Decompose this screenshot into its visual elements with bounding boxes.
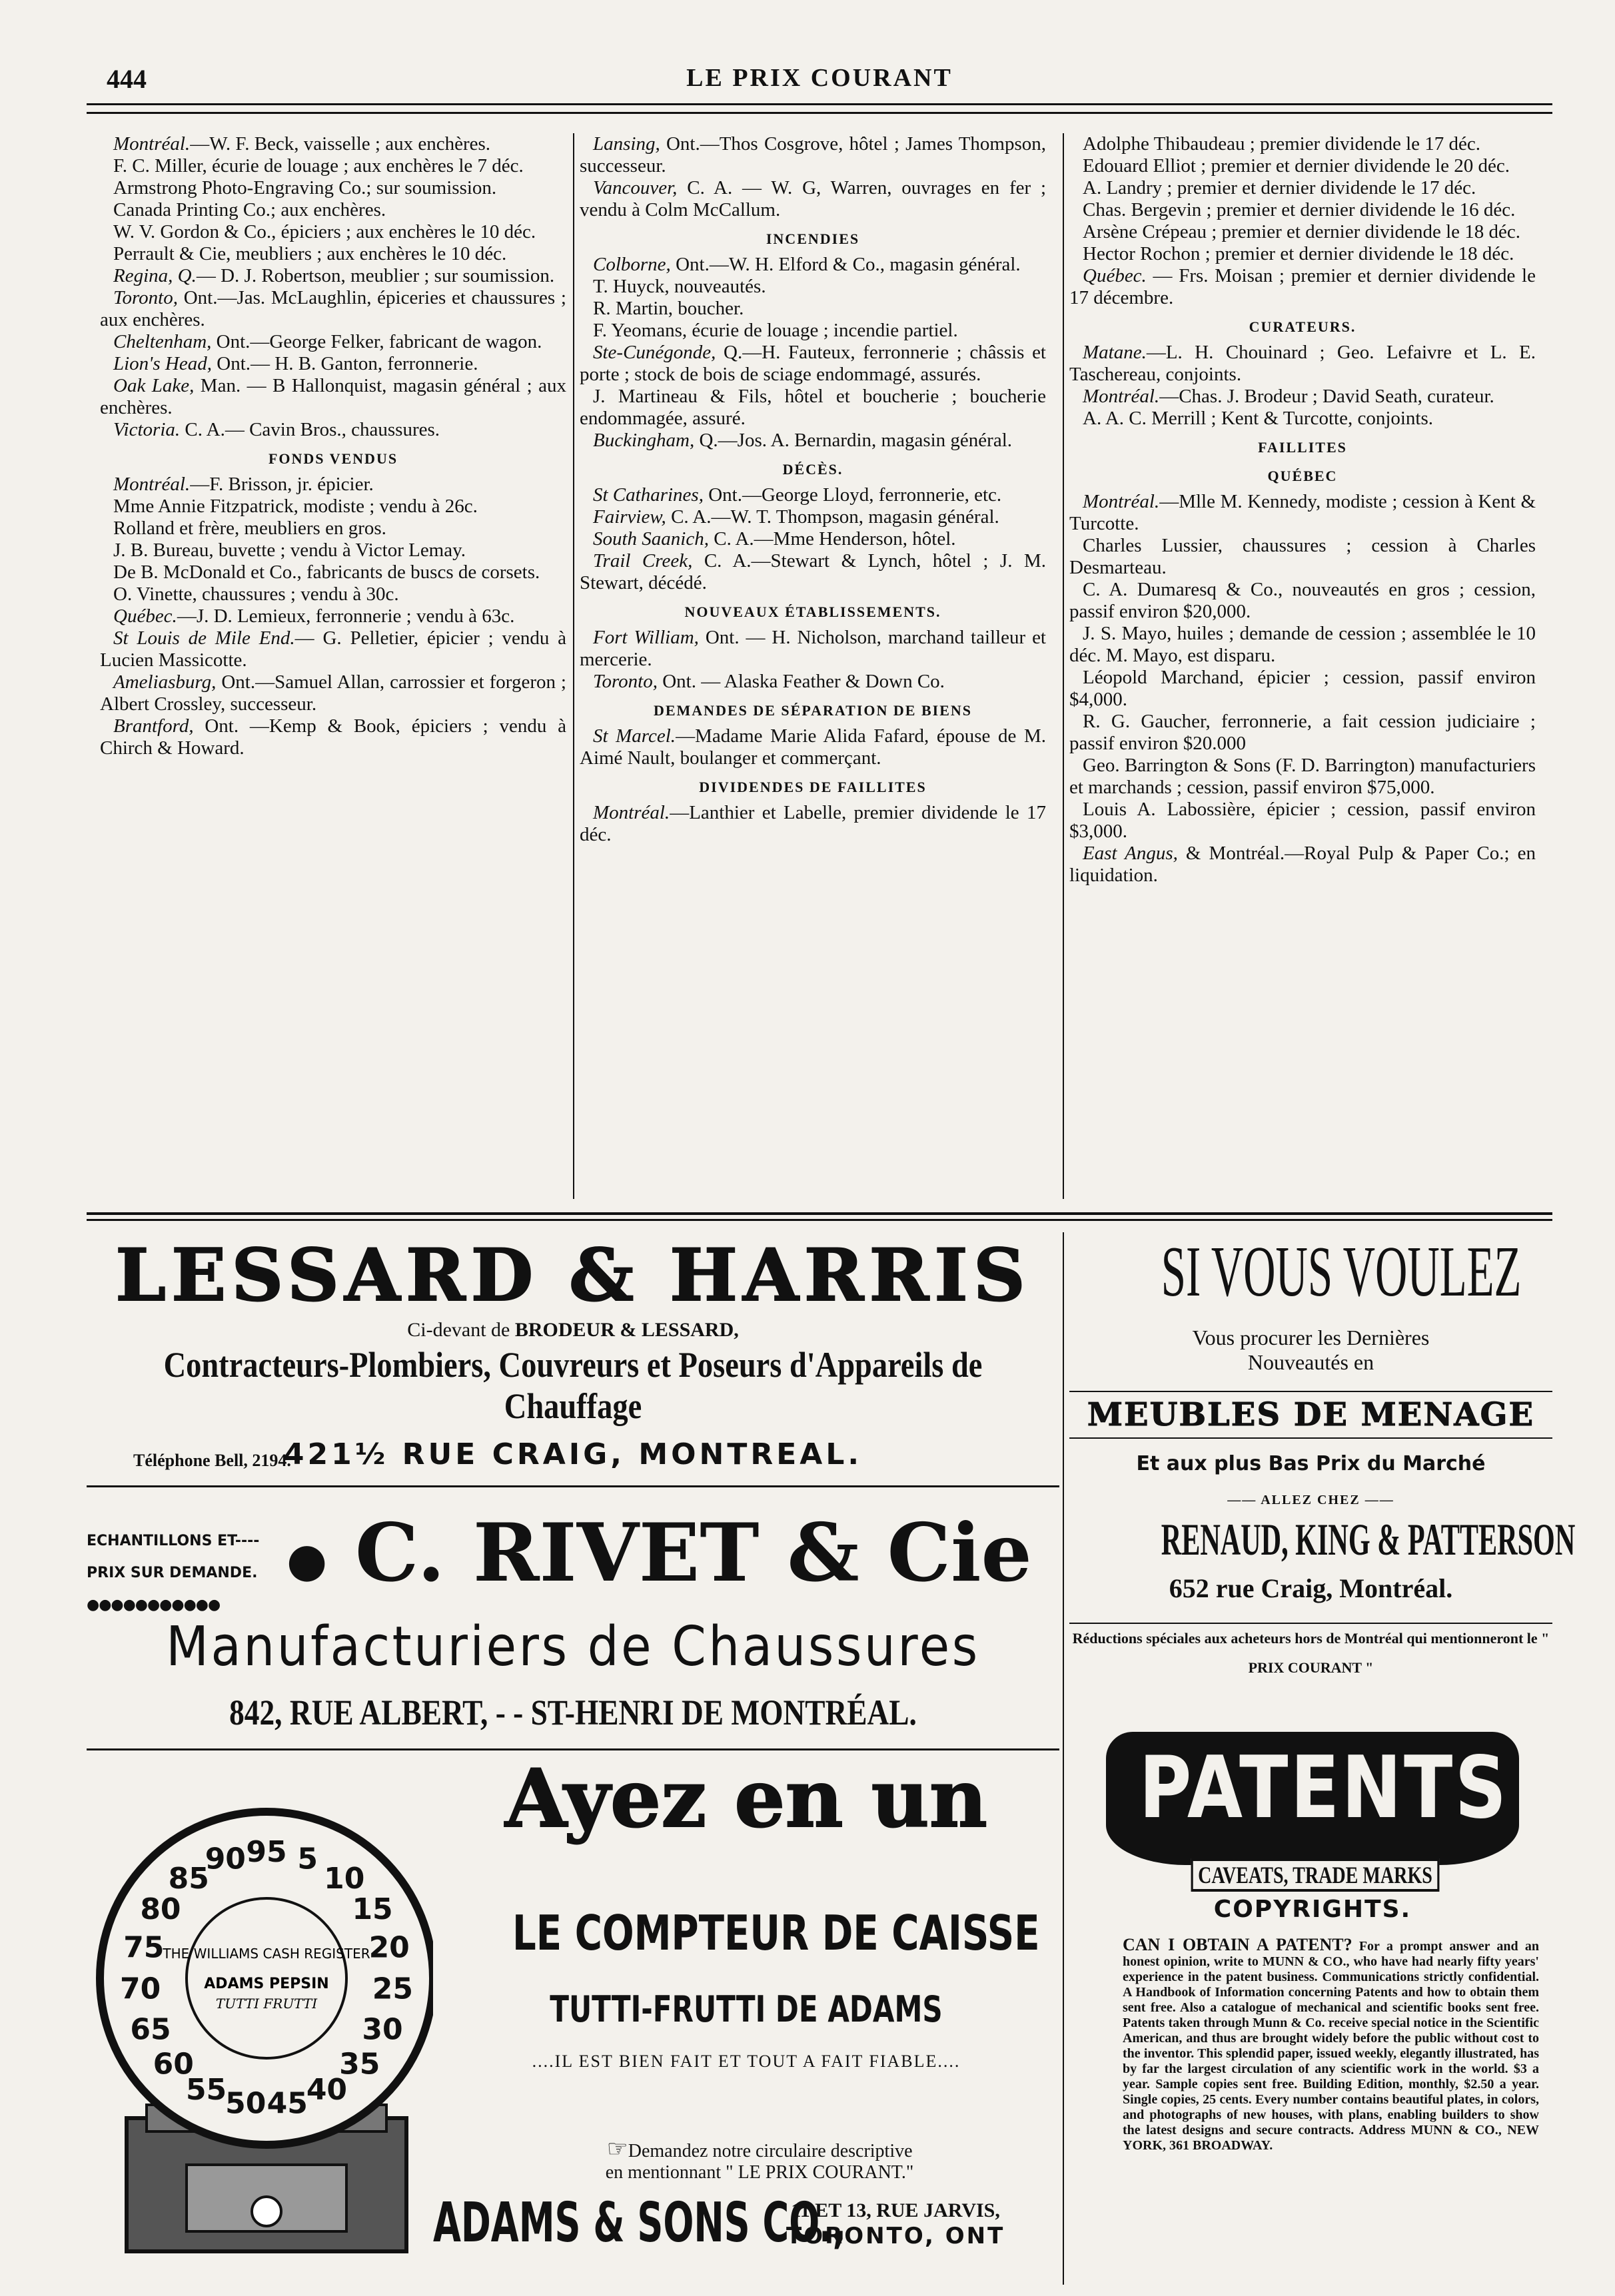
ad-adams-headline: Ayez en un — [504, 1752, 988, 1846]
entry-place: Victoria. — [113, 419, 181, 440]
notice-entry — [1069, 265, 1536, 309]
header-rule — [87, 112, 1552, 114]
notice-entry — [100, 199, 566, 221]
decorative-dots: ●●●●●●●●●●● — [87, 1597, 221, 1613]
entry-text: —F. Brisson, jr. épicier. — [190, 474, 374, 495]
ad-lessard-address: 421½ RUE CRAIG, MONTREAL. — [283, 1437, 863, 1471]
ad-adams-address: 11 ET 13, RUE JARVIS, TORONTO, ONT — [786, 2199, 1005, 2249]
notice-entry — [100, 265, 566, 287]
entry-text: Louis A. Labossière, épicier ; cession, passif environ $3,000. — [1069, 799, 1536, 842]
entry-text: Edouard Elliot ; premier et dernier dividende le 20 déc. — [1083, 155, 1510, 177]
dial-label-1: THE WILLIAMS CASH REGISTER — [163, 1946, 370, 1962]
notice-entry — [1069, 221, 1536, 243]
dial-number: 80 — [140, 1892, 181, 1927]
notice-entry — [1069, 133, 1536, 155]
entry-text: Geo. Barrington & Sons (F. D. Barrington) manufacturiers et marchands ; cession, passif environ $75,000. — [1069, 755, 1536, 798]
ad-patents-copyrights: COPYRIGHTS. — [1213, 1896, 1412, 1923]
ad-meubles-line2: Nouveautés en — [1247, 1350, 1374, 1374]
entry-place: Colborne, — [593, 254, 671, 275]
notice-entry — [1069, 535, 1536, 579]
entry-text: Armstrong Photo-Engraving Co.; sur soumission. — [113, 177, 497, 198]
dial-number: 45 — [267, 2086, 308, 2121]
ad-rivet-name: ● C. RIVET & Cie — [286, 1506, 1032, 1600]
ad-lessard-trade: Contracteurs-Plombiers, Couvreurs et Poseurs d'Appareils de Chauffage — [163, 1345, 983, 1426]
entry-text: C. A.—Mme Henderson, hôtel. — [709, 528, 956, 550]
entry-place: St Marcel. — [593, 725, 676, 747]
ad-patents-body: CAN I OBTAIN A PATENT? For a prompt answer and an honest opinion, write to MUNN & CO., who have had nearly fifty years' experience in the patent business. Communications strictly confidential. A Handbook of Information concerning Patents and how to obtain them sent free. Also a catalogue of mechanical and scientific books sent free. Patents taken through Munn & Co. receive special notice in the Scientific American, and thus are brought widely before the public without cost to the inventor. This splendid paper, issued weekly, elegantly illustrated, has by far the largest circulation of any scientific work in the world. $3 a year. Sample copies sent free. Building Edition, monthly, $2.50 a year. Single copies, 25 cents. Every number contains beautiful plates, in colors, and photographs of new houses, with plans, enabling builders to show the latest designs and secure contracts. Address MUNN & CO., NEW YORK, 361 BROADWAY. — [1123, 1935, 1540, 2153]
entry-text: Ont.— H. B. Ganton, ferronnerie. — [212, 353, 478, 374]
entry-text: F. C. Miller, écurie de louage ; aux enchères le 7 déc. — [113, 155, 524, 177]
entry-text: J. Martineau & Fils, hôtel et boucherie ; boucherie endommagée, assuré. — [580, 386, 1046, 429]
entry-text: C. A.—Stewart & Lynch, hôtel ; J. M. Stewart, décédé. — [580, 550, 1046, 593]
entry-place: South Saanich, — [593, 528, 709, 550]
ad-lessard-harris — [87, 1232, 1059, 1485]
dial-number: 10 — [324, 1862, 365, 1896]
notice-entry — [1069, 799, 1536, 843]
entry-place: Toronto, — [593, 671, 658, 692]
rivet-top-rule — [87, 1485, 1059, 1487]
section-heading: INCENDIES — [766, 230, 860, 247]
dial-number: 5 — [297, 1842, 318, 1876]
entry-place: Montréal. — [113, 133, 191, 155]
notice-entry — [580, 550, 1046, 594]
notice-entry — [100, 496, 566, 518]
notice-entry — [100, 375, 566, 419]
dial-number: 35 — [339, 2047, 380, 2082]
notice-entry — [580, 627, 1046, 671]
entry-text: —Mlle M. Kennedy, modiste ; cession à Kent & Turcotte. — [1069, 491, 1536, 534]
section-heading: CURATEURS. — [1249, 318, 1356, 335]
notice-entry — [100, 540, 566, 562]
notice-entry — [580, 386, 1046, 430]
ad-adams — [87, 1752, 1059, 2285]
column-1 — [100, 133, 566, 759]
entry-place: Montréal. — [113, 474, 191, 495]
notice-entry — [100, 155, 566, 177]
notice-entry — [1069, 386, 1536, 408]
entry-text: C. A.— Cavin Bros., chaussures. — [180, 419, 440, 440]
entry-text: Mme Annie Fitzpatrick, modiste ; vendu à 26c. — [113, 496, 478, 517]
notice-entry — [580, 430, 1046, 452]
entry-place: Oak Lake, — [113, 375, 195, 396]
entry-text: —J. D. Lemieux, ferronnerie ; vendu à 63c. — [177, 605, 515, 627]
entry-text: —W. F. Beck, vaisselle ; aux enchères. — [190, 133, 491, 155]
section-heading: FONDS VENDUS — [268, 450, 398, 467]
ads-divider — [1063, 1232, 1064, 2285]
section-heading: DEMANDES DE SÉPARATION DE BIENS — [653, 702, 973, 719]
entry-text: Charles Lussier, chaussures ; cession à Charles Desmarteau. — [1069, 535, 1536, 578]
entry-text: C. A. — W. G, Warren, ouvrages en fer ; vendu à Colm McCallum. — [580, 177, 1046, 220]
ad-lessard-name: LESSARD & HARRIS — [115, 1234, 1031, 1318]
ad-rivet-address: 842, RUE ALBERT, - - ST-HENRI DE MONTRÉAL. — [229, 1693, 917, 1732]
entry-place: Lion's Head, — [113, 353, 212, 374]
notice-entry — [1069, 199, 1536, 221]
notice-entry — [100, 605, 566, 627]
entry-place: St Catharines, — [593, 484, 704, 506]
notice-entry — [100, 331, 566, 353]
entry-text: C. A. Dumaresq & Co., nouveautés en gros ; cession, passif environ $20,000. — [1069, 579, 1536, 622]
entry-text: T. Huyck, nouveautés. — [593, 276, 766, 297]
ads-top-rule-thin — [87, 1219, 1552, 1221]
entry-text: —Madame Marie Alida Fafard, épouse de M. Aimé Nault, boulanger et commerçant. — [580, 725, 1046, 769]
dial-label-3: TUTTI FRUTTI — [215, 1996, 318, 2012]
ad-rivet — [87, 1492, 1059, 1745]
page-number: 444 — [107, 64, 147, 94]
entry-text: F. Yeomans, écurie de louage ; incendie partiel. — [593, 320, 958, 341]
ad-meubles-prices: Et aux plus Bas Prix du Marché — [1136, 1452, 1486, 1475]
ad-patents-title: PATENTS — [1139, 1738, 1509, 1838]
notice-entry — [580, 725, 1046, 769]
notice-entry — [100, 671, 566, 715]
notice-entry — [100, 627, 566, 671]
entry-place: Québec. — [113, 605, 177, 627]
entry-text: Léopold Marchand, épicier ; cession, passif environ $4,000. — [1069, 667, 1536, 710]
notice-entry — [580, 528, 1046, 550]
entry-text: R. G. Gaucher, ferronnerie, a fait cession judiciaire ; passif environ $20.000 — [1069, 711, 1536, 754]
entry-text: Rolland et frère, meubliers en gros. — [113, 518, 386, 539]
entry-place: Ste-Cunégonde, — [593, 342, 716, 363]
entry-text: A. A. C. Merrill ; Kent & Turcotte, conjoints. — [1083, 408, 1434, 429]
entry-place: Québec. — [1083, 265, 1147, 286]
entry-text: Arsène Crépeau ; premier et dernier dividende le 18 déc. — [1083, 221, 1521, 242]
notice-entry — [1069, 579, 1536, 623]
ad-adams-firm: ADAMS & SONS CO., — [433, 2191, 847, 2255]
cash-register-icon — [87, 1758, 433, 2278]
adams-top-rule — [87, 1748, 1059, 1750]
entry-text: Ont.—George Lloyd, ferronnerie, etc. — [703, 484, 1002, 506]
ad-adams-claim: ....IL EST BIEN FAIT ET TOUT A FAIT FIABLE.... — [532, 2052, 961, 2071]
entry-place: Vancouver, — [593, 177, 678, 198]
entry-text: A. Landry ; premier et dernier dividende le 17 déc. — [1083, 177, 1476, 198]
entry-text: Chas. Bergevin ; premier et dernier dividende le 16 déc. — [1083, 199, 1516, 220]
entry-text: Ont. —Kemp & Book, épiciers ; vendu à Chirch & Howard. — [100, 715, 566, 759]
ad-adams-product: LE COMPTEUR DE CAISSE — [512, 1905, 1040, 1961]
entry-place: Fort William, — [593, 627, 699, 648]
notice-entry — [100, 715, 566, 759]
notice-entry — [1069, 408, 1536, 430]
notice-entry — [580, 298, 1046, 320]
entry-text: — G. Pelletier, épicier ; vendu à Lucien Massicotte. — [100, 627, 566, 671]
notice-entry — [100, 419, 566, 441]
entry-text: —Chas. J. Brodeur ; David Seath, curateur. — [1159, 386, 1494, 407]
dial-number: 75 — [123, 1930, 165, 1965]
ad-lessard-formerly: Ci-devant de BRODEUR & LESSARD, — [407, 1319, 739, 1341]
entry-text: —L. H. Chouinard ; Geo. Lefaivre et L. E. Taschereau, conjoints. — [1069, 342, 1536, 385]
notice-entry — [100, 133, 566, 155]
ad-meubles-note: Réductions spéciales aux acheteurs hors de Montréal qui mentionneront le " PRIX COURANT " — [1069, 1623, 1552, 1683]
entry-text: —Lanthier et Labelle, premier dividende le 17 déc. — [580, 802, 1046, 845]
entry-text: J. S. Mayo, huiles ; demande de cession ; assemblée le 10 déc. M. Mayo, est disparu. — [1069, 623, 1536, 666]
entry-text: Adolphe Thibaudeau ; premier dividende le 17 déc. — [1083, 133, 1480, 155]
entry-place: Montréal. — [1083, 386, 1160, 407]
ads-top-rule — [87, 1212, 1552, 1215]
notice-entry — [1069, 155, 1536, 177]
column-divider — [573, 133, 574, 1199]
dial-number: 30 — [362, 2012, 403, 2047]
notice-entry — [100, 221, 566, 243]
ad-rivet-samples: ECHANTILLONS ET---- PRIX SUR DEMANDE. ●●●●●●●●●●● — [87, 1525, 259, 1621]
entry-text: De B. McDonald et Co., fabricants de buscs de corsets. — [113, 562, 540, 583]
entry-text: Ont.—W. H. Elford & Co., magasin général. — [670, 254, 1021, 275]
entry-text: Q.—H. Fauteux, ferronnerie ; châssis et porte ; stock de bois de sciage endommagé, assurés. — [580, 342, 1046, 385]
entry-text: — Frs. Moisan ; premier et dernier dividende le 17 décembre. — [1069, 265, 1536, 308]
dial-number: 90 — [205, 1842, 246, 1876]
ad-meubles-line1: Vous procurer les Dernières — [1192, 1326, 1430, 1349]
entry-place: Toronto, — [113, 287, 178, 308]
column-divider — [1063, 133, 1064, 1199]
notice-entry — [100, 562, 566, 583]
section-heading: DÉCÈS. — [782, 461, 843, 478]
notice-entry — [1069, 843, 1536, 887]
entry-text: J. B. Bureau, buvette ; vendu à Victor Lemay. — [113, 540, 466, 561]
dial-number: 60 — [153, 2047, 194, 2082]
notice-entry — [1069, 755, 1536, 799]
entry-text: Man. — B Hallonquist, magasin général ; aux enchères. — [100, 375, 567, 418]
ad-patents — [1069, 1725, 1552, 2285]
notice-entry — [100, 287, 566, 331]
notice-entry — [100, 243, 566, 265]
entry-text: Ont.—Thos Cosgrove, hôtel ; James Thompson, successeur. — [580, 133, 1046, 177]
entry-place: Fairview, — [593, 506, 666, 528]
entry-text: Ont. — H. Nicholson, marchand tailleur et mercerie. — [580, 627, 1046, 670]
ad-meubles-headline: SI VOUS VOULEZ — [1161, 1232, 1522, 1312]
entry-place: Montréal. — [1083, 491, 1160, 512]
ad-adams-circular: ☞Demandez notre circulaire descriptive en mentionnant " LE PRIX COURANT." — [605, 2135, 914, 2183]
entry-place: St Louis de Mile End. — [113, 627, 295, 649]
entry-place: Regina, Q. — [113, 265, 197, 286]
ad-renaud-king-patterson — [1069, 1232, 1576, 1699]
entry-text: W. V. Gordon & Co., épiciers ; aux enchères le 10 déc. — [113, 221, 536, 242]
notice-entry — [1069, 342, 1536, 386]
dial-number: 85 — [168, 1862, 209, 1896]
notice-entry — [580, 320, 1046, 342]
ad-meubles-address: 652 rue Craig, Montréal. — [1169, 1573, 1453, 1603]
entry-place: Ameliasburg, — [113, 671, 217, 693]
dial-number: 55 — [185, 2073, 227, 2107]
entry-text: Perrault & Cie, meubliers ; aux enchères le 10 déc. — [113, 243, 507, 264]
entry-text: R. Martin, boucher. — [593, 298, 744, 319]
running-title: LE PRIX COURANT — [686, 64, 953, 92]
notice-entry — [1069, 177, 1536, 199]
dial-number: 70 — [120, 1972, 161, 2006]
entry-place: Cheltenham, — [113, 331, 212, 352]
entry-text: Ont.—George Felker, fabricant de wagon. — [211, 331, 542, 352]
entry-text: Ont.—Jas. McLaughlin, épiceries et chaussures ; aux enchères. — [100, 287, 566, 330]
entry-place: East Angus, — [1083, 843, 1178, 864]
notice-entry — [580, 276, 1046, 298]
ad-meubles-allez: —— ALLEZ CHEZ —— — [1227, 1493, 1394, 1507]
page-header — [87, 63, 1552, 105]
notice-entry — [100, 474, 566, 496]
entry-text: Hector Rochon ; premier et dernier dividende le 18 déc. — [1083, 243, 1514, 264]
notice-entry — [100, 583, 566, 605]
entry-text: C. A.—W. T. Thompson, magasin général. — [666, 506, 999, 528]
entry-text: O. Vinette, chaussures ; vendu à 30c. — [113, 583, 399, 605]
notice-entry — [1069, 491, 1536, 535]
section-heading: QUÉBEC — [1267, 468, 1338, 484]
entry-text: & Montréal.—Royal Pulp & Paper Co.; en liquidation. — [1069, 843, 1536, 886]
entry-text: Canada Printing Co.; aux enchères. — [113, 199, 386, 220]
ad-meubles-firm: RENAUD, KING & PATTERSON — [1161, 1514, 1576, 1565]
notice-entry — [580, 506, 1046, 528]
ad-rivet-trade: Manufacturiers de Chaussures — [166, 1615, 980, 1679]
ad-meubles-product: MEUBLES DE MENAGE — [1069, 1391, 1552, 1439]
ad-patents-banner: CAVEATS, TRADE MARKS — [1191, 1858, 1440, 1892]
ad-lessard-phone: Téléphone Bell, 2194. — [133, 1451, 291, 1470]
entry-text: Ont.—Samuel Allan, carrossier et forgeron ; Albert Crossley, successeur. — [100, 671, 566, 715]
entry-text: — D. J. Robertson, meublier ; sur soumission. — [196, 265, 555, 286]
section-heading: FAILLITES — [1258, 439, 1347, 456]
notice-entry — [1069, 667, 1536, 711]
dial-number: 25 — [372, 1972, 413, 2006]
dial-number: 15 — [352, 1892, 393, 1927]
notice-entry — [580, 177, 1046, 221]
entry-text: Ont. — Alaska Feather & Down Co. — [657, 671, 945, 692]
column-2 — [580, 133, 1046, 846]
notice-entry — [1069, 243, 1536, 265]
column-3 — [1069, 133, 1536, 887]
entry-place: Lansing, — [593, 133, 660, 155]
entry-place: Montréal. — [593, 802, 670, 823]
notice-entry — [580, 671, 1046, 693]
notice-entry — [580, 484, 1046, 506]
pointing-hand-icon: ☞ — [606, 2135, 628, 2162]
entry-place: Brantford, — [113, 715, 194, 737]
notice-entry — [1069, 623, 1536, 667]
notice-entry — [100, 177, 566, 199]
dial-label-2: ADAMS PEPSIN — [204, 1976, 329, 1992]
dial-number: 40 — [306, 2073, 348, 2107]
entry-place: Matane. — [1083, 342, 1147, 363]
entry-place: Trail Creek, — [593, 550, 693, 572]
dial-number: 20 — [368, 1930, 410, 1965]
pointing-dot-icon: ● — [286, 1531, 328, 1587]
entry-text: Q.—Jos. A. Bernardin, magasin général. — [694, 430, 1013, 451]
notice-entry — [580, 342, 1046, 386]
notice-entry — [580, 802, 1046, 846]
section-heading: NOUVEAUX ÉTABLISSEMENTS. — [684, 603, 941, 620]
entry-place: Buckingham, — [593, 430, 695, 451]
dial-number: 65 — [130, 2012, 171, 2047]
dial-number: 95 — [246, 1835, 287, 1869]
notice-entry — [1069, 711, 1536, 755]
ad-adams-subtitle: TUTTI-FRUTTI DE ADAMS — [550, 1988, 943, 2030]
notice-entry — [100, 518, 566, 540]
notice-entry — [580, 133, 1046, 177]
section-heading: DIVIDENDES DE FAILLITES — [699, 779, 927, 795]
dial-number: 50 — [225, 2086, 267, 2121]
notice-entry — [580, 254, 1046, 276]
notice-entry — [100, 353, 566, 375]
